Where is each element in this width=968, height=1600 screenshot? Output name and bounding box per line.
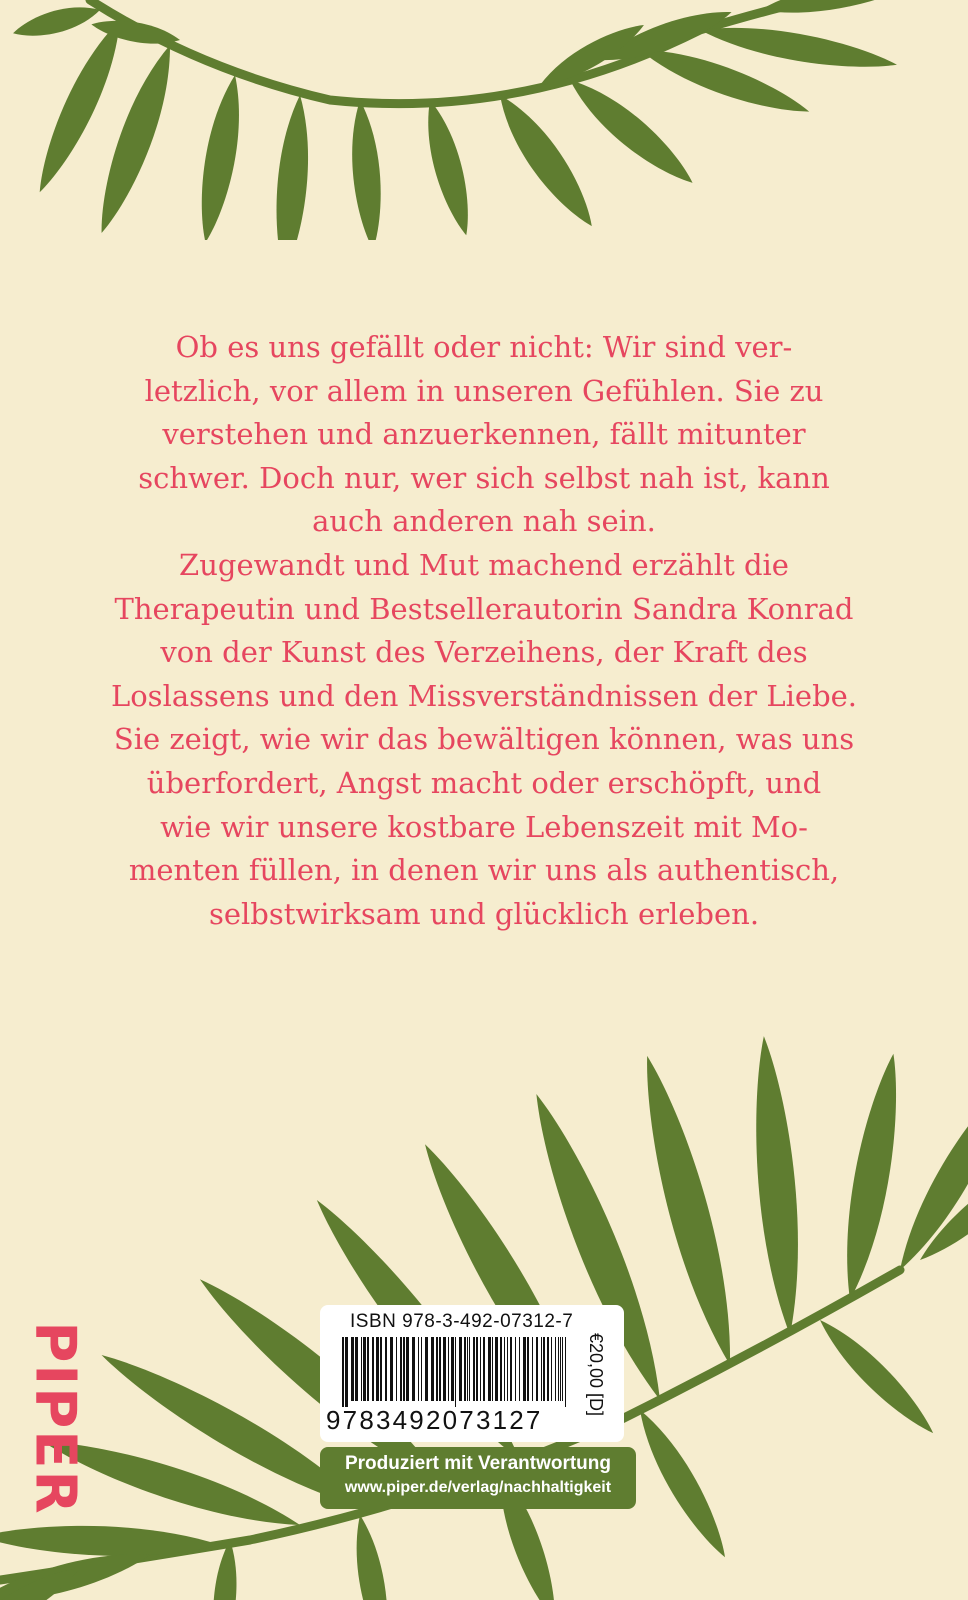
- barcode-bar: [543, 1337, 545, 1401]
- leaf: [847, 1054, 896, 1300]
- blurb-line: Sie zeigt, wie wir das bewältigen können, was uns: [113, 722, 855, 757]
- barcode-bar: [532, 1337, 533, 1401]
- barcode-bar: [565, 1337, 566, 1407]
- leaf: [756, 1036, 798, 1335]
- leaf: [700, 28, 897, 67]
- leaf: [40, 20, 120, 192]
- barcode-bar: [459, 1337, 462, 1401]
- leaf: [428, 100, 468, 235]
- leaf: [13, 7, 100, 35]
- publisher-name: PIPER: [22, 1320, 88, 1516]
- barcode-bar: [351, 1337, 354, 1401]
- barcode-bar: [488, 1337, 491, 1401]
- sustainability-title: Produziert mit Verantwortung: [344, 1453, 612, 1474]
- blurb-line: auch anderen nah sein.: [312, 504, 656, 539]
- barcode-bar: [541, 1337, 542, 1401]
- leaf: [277, 95, 309, 240]
- barcode-bar: [519, 1337, 520, 1401]
- barcode-bar: [473, 1337, 475, 1401]
- barcode-bar: [547, 1337, 549, 1401]
- barcode-bar: [562, 1337, 563, 1401]
- leaf: [640, 50, 809, 112]
- barcode-bar: [451, 1337, 454, 1401]
- barcode-bar: [527, 1337, 529, 1401]
- leaf: [357, 1515, 388, 1600]
- blurb-line: schwer. Doch nur, wer sich selbst nah ist, kann: [138, 460, 830, 495]
- barcode-bar: [380, 1337, 382, 1401]
- blurb-line: verstehen und anzuerkennen, fällt mitunter: [162, 417, 806, 452]
- barcode-bar: [367, 1337, 369, 1401]
- barcode-bar: [443, 1337, 446, 1401]
- barcode-bar: [515, 1337, 516, 1401]
- palm-leaves-top-illustration: [0, 0, 968, 240]
- barcode-label: [320, 1305, 624, 1442]
- leaf: [760, 0, 918, 13]
- barcode-bar: [467, 1337, 468, 1401]
- barcode-bar: [406, 1337, 409, 1401]
- barcode-bar: [403, 1337, 405, 1401]
- barcode-bar: [431, 1337, 434, 1401]
- barcode-bar: [390, 1337, 393, 1401]
- barcode-bar: [355, 1337, 358, 1401]
- leaf: [202, 75, 239, 240]
- barcode-bar: [495, 1337, 498, 1401]
- blurb-line: Loslassens und den Missverständnissen der Liebe.: [110, 678, 858, 713]
- barcode-bar: [345, 1337, 348, 1407]
- leaf: [0, 1526, 220, 1556]
- price-text: €20,00 [D]: [586, 1332, 607, 1416]
- blurb-line: Ob es uns gefällt oder nicht: Wir sind ver-: [175, 330, 793, 364]
- publisher-logo: [20, 1318, 90, 1518]
- blurb-line: Therapeutin und Bestsellerautorin Sandra Konrad: [114, 591, 854, 626]
- blurb-line: überfordert, Angst macht oder erschöpft, und: [146, 765, 822, 800]
- barcode-bar: [560, 1337, 561, 1401]
- barcode-bar: [439, 1337, 441, 1401]
- blurb-line: menten füllen, in denen wir uns als authentisch,: [128, 853, 840, 888]
- barcode-bar: [483, 1337, 485, 1401]
- barcode-bar: [469, 1337, 470, 1401]
- leaf: [640, 1410, 725, 1557]
- leaf: [352, 100, 381, 240]
- blurb-line: Zugewandt und Mut machend erzählt die: [179, 547, 789, 582]
- barcode-bar: [555, 1337, 556, 1401]
- leaf: [102, 45, 170, 233]
- barcode-bar: [421, 1337, 422, 1401]
- barcode-bar: [400, 1337, 402, 1401]
- barcode-bar: [363, 1337, 366, 1401]
- price-label: [576, 1319, 616, 1429]
- isbn-text: ISBN 978-3-492-07312-7: [350, 1311, 574, 1332]
- barcode-bar: [418, 1337, 419, 1401]
- barcode-bar: [523, 1337, 526, 1401]
- barcode-bar: [412, 1337, 415, 1401]
- barcode-bar: [376, 1337, 379, 1401]
- blurb-line: von der Kunst des Verzeihens, der Kraft des: [160, 635, 808, 670]
- leaf: [820, 1320, 933, 1433]
- leaf: [647, 1056, 730, 1365]
- barcode-bar: [436, 1337, 438, 1401]
- leaf: [570, 80, 693, 183]
- barcode-bar: [455, 1337, 456, 1407]
- barcode-bar: [536, 1337, 538, 1401]
- book-blurb: [100, 326, 868, 936]
- barcode-bar: [510, 1337, 512, 1401]
- sustainability-url: www.piper.de/verlag/nachhaltigkeit: [344, 1479, 612, 1496]
- blurb-line: letzlich, vor allem in unseren Gefühlen. Sie zu: [144, 373, 824, 408]
- barcode-bar: [558, 1337, 559, 1401]
- leaf: [500, 95, 592, 226]
- barcode-bar: [361, 1337, 362, 1401]
- barcode-bar: [448, 1337, 449, 1401]
- barcode-bar: [372, 1337, 374, 1401]
- barcode-bar: [464, 1337, 466, 1401]
- barcode: [342, 1337, 574, 1407]
- barcode-bar: [551, 1337, 552, 1401]
- barcode-bar: [507, 1337, 508, 1401]
- barcode-bar: [385, 1337, 387, 1401]
- barcode-bar: [342, 1337, 344, 1407]
- barcode-digits: 9783492073127: [326, 1405, 543, 1435]
- blurb-line: wie wir unsere kostbare Lebenszeit mit Mo-: [160, 809, 808, 844]
- blurb-line: selbstwirksam und glücklich erleben.: [208, 896, 760, 931]
- sustainability-label: [320, 1447, 636, 1509]
- barcode-bar: [476, 1337, 478, 1401]
- barcode-bar: [504, 1337, 505, 1401]
- barcode-bar: [480, 1337, 481, 1401]
- barcode-bar: [425, 1337, 428, 1401]
- barcode-bar: [396, 1337, 397, 1401]
- barcode-bar: [492, 1337, 493, 1401]
- barcode-bar: [500, 1337, 502, 1401]
